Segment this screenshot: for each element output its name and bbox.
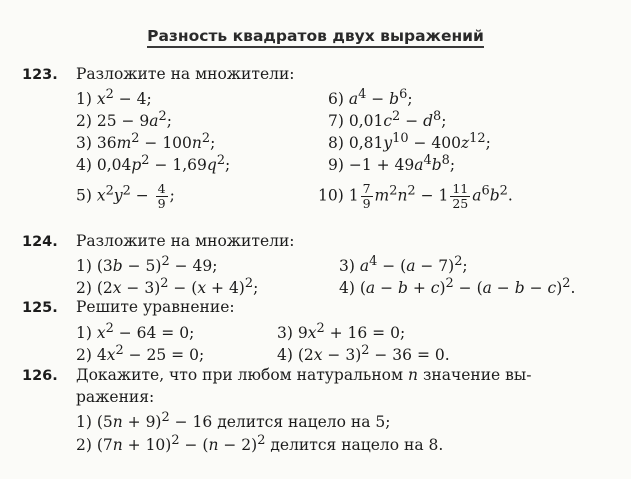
problem-item: 2) $25 - 9a^2$; [76, 109, 172, 131]
section-title: Разность квадратов двух выражений [0, 27, 631, 45]
problem-item: 6) $a^4 - b^6$; [328, 87, 413, 109]
problem-item: 1) $x^2 - 64 = 0$; [76, 321, 195, 343]
problem-item: 1) $(5n + 9)^2 - 16$ делится нацело на 5; [76, 410, 391, 432]
problem-item: 4) $(2x - 3)^2 - 36 = 0$. [277, 343, 450, 365]
problem-number: 124. [22, 234, 58, 250]
problem-instruction-continued: ражения: [76, 388, 155, 406]
problem-item: 4) $(a - b + c)^2 - (a - b - c)^2$. [339, 276, 576, 298]
problem-instruction: Разложите на множители: [76, 232, 295, 250]
problem-item: 8) $0,81y^{10} - 400z^{12}$; [328, 131, 491, 153]
problem-instruction: Разложите на множители: [76, 65, 295, 83]
problem-item: 2) $(2x - 3)^2 - (x + 4)^2$; [76, 276, 259, 298]
problem-number: 123. [22, 67, 58, 83]
problem-item: 1) $x^2 - 4$; [76, 87, 152, 109]
problem-instruction: Докажите, что при любом натуральном n значение вы- [76, 366, 532, 384]
problem-item: 1) $(3b - 5)^2 - 49$; [76, 254, 218, 276]
problem-item: 4) $0,04p^2 - 1,69q^2$; [76, 153, 231, 175]
problem-item: 3) $9x^2 + 16 = 0$; [277, 321, 406, 343]
problem-item: 3) $36m^2 - 100n^2$; [76, 131, 216, 153]
problem-item: 2) $4x^2 - 25 = 0$; [76, 343, 205, 365]
problem-number: 126. [22, 368, 58, 384]
problem-item: 2) $(7n + 10)^2 - (n - 2)^2$ делится нацело на 8. [76, 433, 444, 455]
problem-item: $9) -1 + 49a^4b^8$; [328, 153, 456, 175]
problem-item: 7) $0,01c^2 - d^8$; [328, 109, 447, 131]
problem-item: 3) $a^4 - (a - 7)^2$; [339, 254, 468, 276]
problem-item: 10) 1 $\frac{7}{9}$ $m^2n^2 - 1$ $\frac{11}{25}$ $a^6b^2$. [318, 181, 513, 211]
problem-item: 5) $x^2y^2$ − $\frac{4}{9}$ ; [76, 181, 175, 211]
problem-instruction: Решите уравнение: [76, 298, 235, 316]
problem-number: 125. [22, 300, 58, 316]
